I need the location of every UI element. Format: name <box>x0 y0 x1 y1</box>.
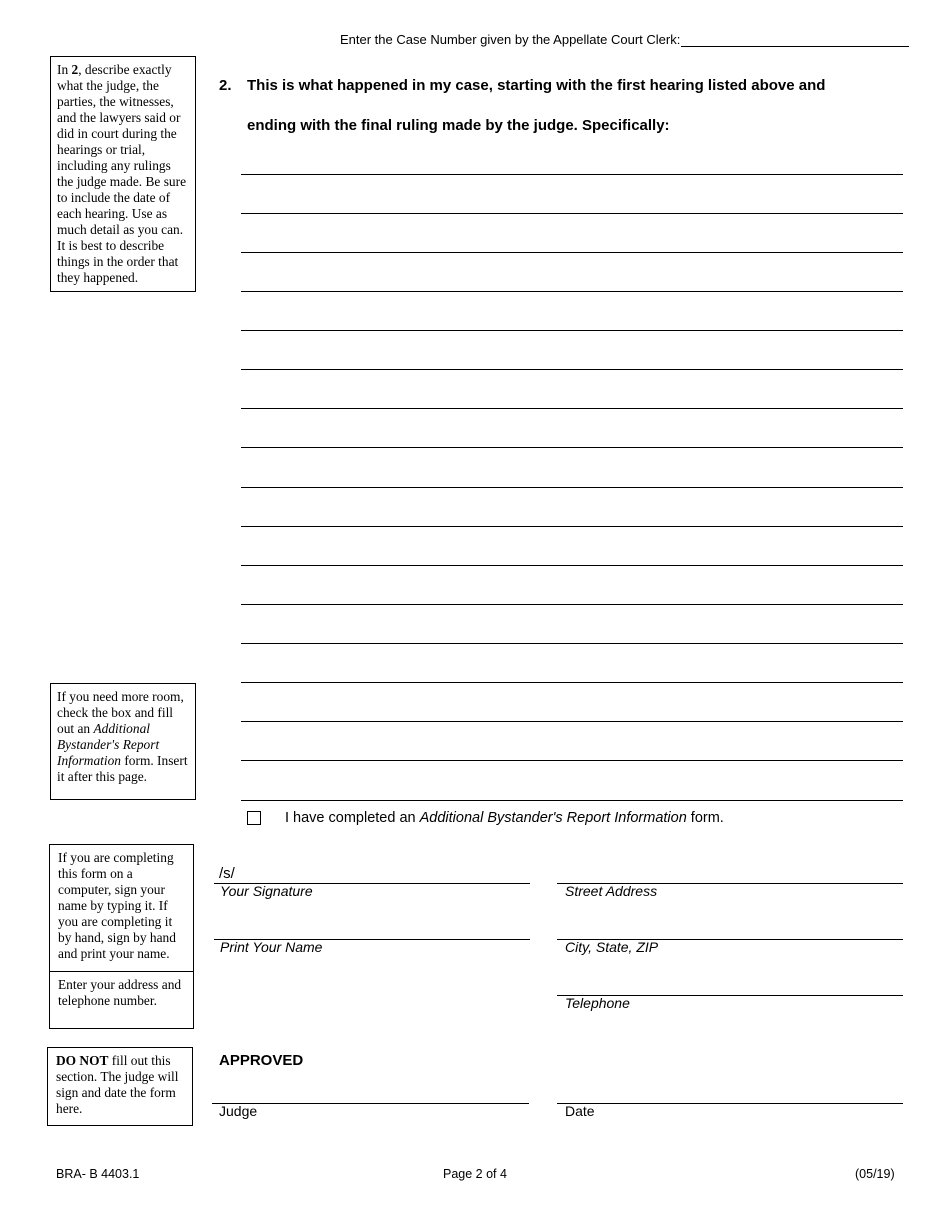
writing-line[interactable] <box>241 213 903 214</box>
street-address-label: Street Address <box>565 883 658 899</box>
writing-line[interactable] <box>241 760 903 761</box>
checkbox-label-text: I have completed an <box>285 810 420 826</box>
writing-line[interactable] <box>241 565 903 566</box>
signature-label: Your Signature <box>220 883 313 899</box>
additional-form-checkbox[interactable] <box>247 811 261 825</box>
date-field[interactable] <box>557 1103 903 1104</box>
writing-line[interactable] <box>241 604 903 605</box>
judge-label: Judge <box>219 1103 258 1119</box>
case-number-field[interactable] <box>681 34 909 47</box>
judge-instructions-text: fill out this section. The judge will sign and date the form here. <box>56 1053 179 1116</box>
writing-line[interactable] <box>241 682 903 683</box>
instructions-box <box>50 56 196 292</box>
approved-heading: APPROVED <box>219 1052 304 1069</box>
writing-line[interactable] <box>241 643 903 644</box>
judge-instructions-box <box>47 1047 193 1126</box>
writing-line[interactable] <box>241 800 903 801</box>
signing-instructions: If you are completing this form on a computer, sign your name by typing it. If you are completing it by hand, sign by hand and print your name. <box>58 850 176 961</box>
signature-prefix: /s/ <box>219 865 235 882</box>
writing-line[interactable] <box>241 408 903 409</box>
writing-line[interactable] <box>241 291 903 292</box>
city-state-zip-label: City, State, ZIP <box>565 939 659 955</box>
question-text-line2: ending with the final ruling made by the judge. Specifically: <box>247 117 670 134</box>
date-label: Date <box>565 1103 595 1119</box>
case-number-prompt <box>340 32 909 47</box>
question-number: 2. <box>219 77 232 94</box>
more-room-form-name: Additional Bystander's Report Information <box>57 721 160 768</box>
address-instructions: Enter your address and telephone number. <box>58 977 182 1008</box>
writing-line[interactable] <box>241 174 903 175</box>
writing-line[interactable] <box>241 487 903 488</box>
additional-form-checkbox-label <box>285 810 724 826</box>
more-room-text: If you need more room, check the box and fill out an <box>57 689 184 736</box>
form-id: BRA- B 4403.1 <box>56 1167 140 1181</box>
judge-signature-field[interactable] <box>212 1103 529 1104</box>
writing-line[interactable] <box>241 252 903 253</box>
writing-line[interactable] <box>241 447 903 448</box>
print-name-label: Print Your Name <box>220 939 323 955</box>
checkbox-label-form-name: Additional Bystander's Report Information <box>419 810 687 826</box>
instructions-prefix: In <box>57 62 72 77</box>
revision-date: (05/19) <box>855 1167 895 1181</box>
signing-instructions-box <box>49 844 194 972</box>
question-text-line1: This is what happened in my case, starting with the first hearing listed above and <box>247 77 826 94</box>
instructions-bold: 2 <box>71 62 79 77</box>
page-number: Page 2 of 4 <box>443 1167 507 1181</box>
instructions-text: , describe exactly what the judge, the parties, the witnesses, and the lawyers said or did in court during the hearings or trial, including any rulings the judge made. Be sure to include the date of each hearing. Use as much detail as you can. It is best to describe things in the order that they happened. <box>57 62 187 285</box>
writing-line[interactable] <box>241 526 903 527</box>
writing-line[interactable] <box>241 369 903 370</box>
more-room-text-end: form. Insert it after this page. <box>57 753 188 784</box>
writing-line[interactable] <box>241 330 903 331</box>
writing-line[interactable] <box>241 721 903 722</box>
address-instructions-box <box>49 972 194 1029</box>
more-room-box <box>50 683 196 800</box>
judge-instructions-bold: DO NOT <box>56 1053 109 1068</box>
checkbox-label-end: form. <box>686 810 724 826</box>
case-number-label: Enter the Case Number given by the Appellate Court Clerk: <box>340 32 681 47</box>
telephone-label: Telephone <box>565 995 630 1011</box>
